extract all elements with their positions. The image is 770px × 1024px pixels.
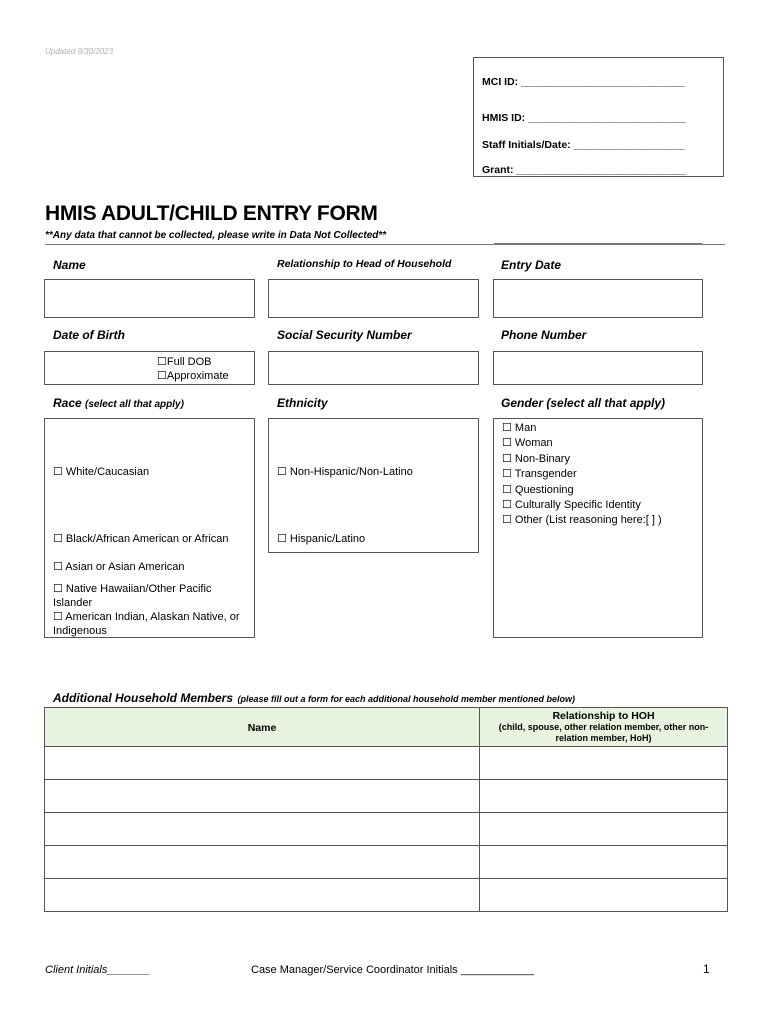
gender-woman-checkbox[interactable]: ☐ Woman <box>502 437 553 449</box>
approximate-dob-checkbox[interactable]: ☐Approximate <box>157 370 229 382</box>
member-relationship-cell[interactable] <box>480 846 728 879</box>
race-native-checkbox[interactable]: ☐ American Indian, Alaskan Native, or Indigenous <box>53 611 240 637</box>
race-label: Race (select all that apply) <box>53 396 184 410</box>
relationship-input[interactable] <box>268 279 479 318</box>
full-dob-checkbox[interactable]: ☐Full DOB <box>157 356 212 368</box>
member-name-cell[interactable] <box>45 879 480 912</box>
gender-questioning-checkbox[interactable]: ☐ Questioning <box>502 484 574 496</box>
member-relationship-cell[interactable] <box>480 879 728 912</box>
entry-date-input[interactable] <box>493 279 703 318</box>
page-number: 1 <box>703 962 710 976</box>
table-header-relationship: Relationship to HOH (child, spouse, other relation member, other non-relation member, HoH) <box>480 708 728 747</box>
race-hawaiian-checkbox[interactable]: ☐ Native Hawaiian/Other Pacific Islander <box>53 583 212 609</box>
member-name-cell[interactable] <box>45 846 480 879</box>
table-header-row <box>45 708 728 747</box>
staff-initials-field[interactable]: Staff Initials/Date: ___________________ <box>482 139 685 151</box>
member-name-cell[interactable] <box>45 780 480 813</box>
ethnicity-hispanic-checkbox[interactable]: ☐ Hispanic/Latino <box>277 533 366 545</box>
household-heading: Additional Household Members (please fill out a form for each additional household member mentioned below) <box>53 691 576 705</box>
divider <box>45 244 725 245</box>
client-initials[interactable]: Client Initials_______ <box>45 964 151 976</box>
member-relationship-cell[interactable] <box>480 813 728 846</box>
household-table <box>44 707 728 912</box>
race-box <box>44 418 255 638</box>
form-subtitle: **Any data that cannot be collected, please write in Data Not Collected** <box>45 230 387 241</box>
member-relationship-cell[interactable] <box>480 747 728 780</box>
ethnicity-non-hispanic-checkbox[interactable]: ☐ Non-Hispanic/Non-Latino <box>277 466 413 478</box>
table-row <box>45 879 728 912</box>
form-title: HMIS ADULT/CHILD ENTRY FORM <box>45 202 378 225</box>
ssn-label: Social Security Number <box>277 328 412 342</box>
id-box <box>473 57 724 177</box>
gender-other-checkbox[interactable]: ☐ Other (List reasoning here:[ ] ) <box>502 514 662 526</box>
ethnicity-label: Ethnicity <box>277 396 328 410</box>
grant-field[interactable]: Grant: _____________________________ <box>482 164 686 176</box>
gender-nonbinary-checkbox[interactable]: ☐ Non-Binary <box>502 453 570 465</box>
gender-transgender-checkbox[interactable]: ☐ Transgender <box>502 468 577 480</box>
phone-input[interactable] <box>493 351 703 385</box>
member-name-cell[interactable] <box>45 747 480 780</box>
name-label: Name <box>53 258 86 272</box>
gender-culturally-specific-checkbox[interactable]: ☐ Culturally Specific Identity <box>502 499 641 511</box>
table-row <box>45 813 728 846</box>
table-row <box>45 747 728 780</box>
relationship-label: Relationship to Head of Household <box>277 258 452 270</box>
hmis-id-field[interactable]: HMIS ID: ___________________________ <box>482 112 686 124</box>
member-relationship-cell[interactable] <box>480 780 728 813</box>
updated-date: Updated 9/30/2023 <box>45 47 114 56</box>
gender-label: Gender (select all that apply) <box>501 396 666 410</box>
ethnicity-box <box>268 418 479 553</box>
table-header-name: Name <box>45 708 480 747</box>
dob-label: Date of Birth <box>53 328 125 342</box>
ssn-input[interactable] <box>268 351 479 385</box>
name-input[interactable] <box>44 279 255 318</box>
race-white-checkbox[interactable]: ☐ White/Caucasian <box>53 466 150 478</box>
entry-date-label: Entry Date <box>501 258 562 272</box>
member-name-cell[interactable] <box>45 813 480 846</box>
race-asian-checkbox[interactable]: ☐ Asian or Asian American <box>53 561 185 573</box>
mci-id-field[interactable]: MCI ID: ____________________________ <box>482 76 685 88</box>
case-manager-initials[interactable]: Case Manager/Service Coordinator Initials ____________ <box>251 964 535 976</box>
gender-man-checkbox[interactable]: ☐ Man <box>502 422 537 434</box>
table-row <box>45 780 728 813</box>
dob-input[interactable] <box>44 351 255 385</box>
phone-label: Phone Number <box>501 328 587 342</box>
gender-box <box>493 418 703 638</box>
race-black-checkbox[interactable]: ☐ Black/African American or African <box>53 533 229 545</box>
table-row <box>45 846 728 879</box>
